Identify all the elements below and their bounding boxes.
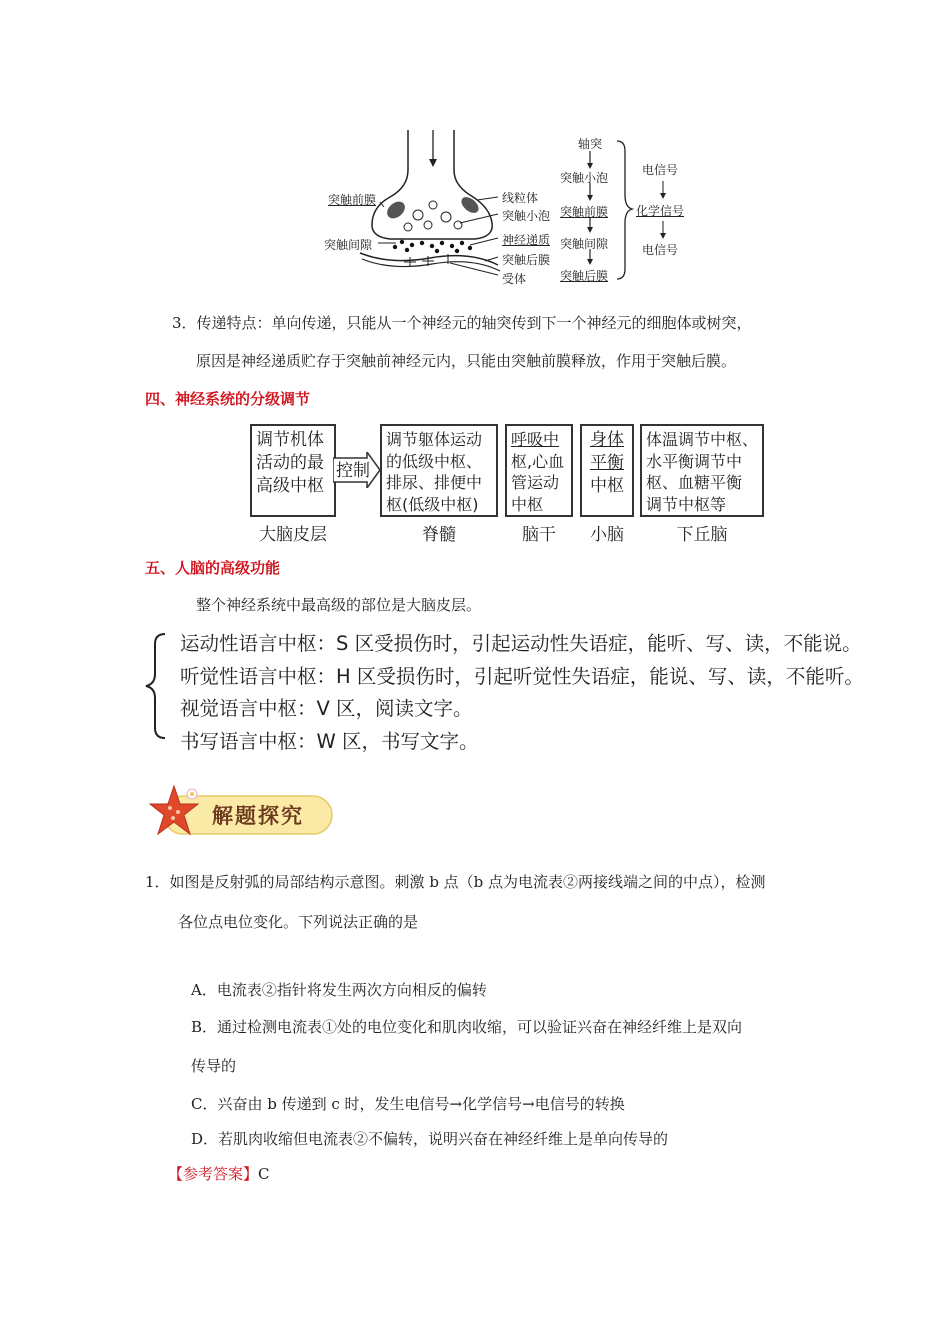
section5-intro: 整个神经系统中最高级的部位是大脑皮层。 [196, 596, 482, 614]
caption-brainstem: 脑干 [522, 525, 556, 545]
signal-chemical: 化学信号 [636, 204, 685, 218]
answer-label: 【参考答案】 [168, 1165, 259, 1183]
hypothalamus-box [640, 424, 764, 517]
language-center-w: 书写语言中枢：W 区，书写文字。 [180, 730, 479, 753]
spinal-box-line: 排尿、排便中 [386, 473, 483, 492]
cerebellum-box-line: 身体 [590, 430, 624, 450]
cerebellum-box [580, 424, 634, 517]
option-b-line1: B．通过检测电流表①处的电位变化和肌肉收缩，可以验证兴奋在神经纤维上是双向 [191, 1018, 743, 1036]
spinal-box [380, 424, 498, 517]
cerebellum-box-line: 平衡 [590, 453, 624, 473]
option-b-line2: 传导的 [191, 1057, 237, 1075]
caption-cerebellum: 小脑 [590, 525, 624, 545]
section5-title: 五、人脑的高级功能 [145, 559, 281, 577]
cortex-box-line: 高级中枢 [256, 476, 324, 496]
language-center-h: 听觉性语言中枢：H 区受损伤时，引起听觉性失语症，能说、写、读，不能听。 [180, 665, 864, 688]
option-c: C．兴奋由 b 传递到 c 时，发生电信号→化学信号→电信号的转换 [191, 1095, 625, 1113]
brainstem-box-line: 中枢 [511, 494, 544, 514]
solution-banner [140, 782, 340, 844]
brainstem-box-line: 管运动 [511, 473, 560, 492]
synapse-diagram [320, 125, 700, 290]
label-synaptic-cleft: 突触间隙 [324, 238, 373, 252]
cerebellum-box-line: 中枢 [590, 476, 624, 496]
brainstem-box-line: 枢,心血 [511, 451, 565, 471]
flow-step-vesicle: 突触小泡 [560, 171, 609, 185]
option-a: A．电流表②指针将发生两次方向相反的偏转 [191, 981, 487, 999]
cortex-box [250, 424, 336, 517]
spinal-box-line: 的低级中枢、 [386, 451, 483, 471]
hypothalamus-box-line: 枢、血糖平衡 [646, 473, 743, 492]
answer [168, 1163, 270, 1184]
brainstem-box-line: 呼吸中 [511, 430, 560, 449]
caption-spinal: 脊髓 [422, 525, 456, 545]
question-stem-line2: 各位点电位变化。下列说法正确的是 [178, 913, 419, 931]
spinal-box-line: 枢(低级中枢) [386, 494, 479, 514]
point3-line2: 原因是神经递质贮存于突触前神经元内，只能由突触前膜释放，作用于突触后膜。 [196, 352, 737, 370]
control-arrow-label: 控制 [336, 461, 370, 481]
label-mitochondria: 线粒体 [502, 191, 539, 205]
hypothalamus-box-line: 水平衡调节中 [646, 451, 743, 471]
hypothalamus-box-line: 体温调节中枢、 [646, 430, 759, 449]
caption-cortex: 大脑皮层 [259, 525, 327, 545]
flow-step-cleft: 突触间隙 [560, 237, 609, 251]
flow-step-axon: 轴突 [578, 137, 603, 151]
caption-hypothalamus: 下丘脑 [676, 525, 728, 545]
banner-title: 解题探究 [212, 803, 304, 828]
language-center-s: 运动性语言中枢：S 区受损伤时，引起运动性失语症，能听、写、读，不能说。 [180, 632, 862, 655]
label-postsynaptic-membrane: 突触后膜 [502, 253, 551, 267]
signal-electric-2: 电信号 [642, 243, 679, 257]
label-synaptic-vesicle: 突触小泡 [502, 209, 551, 223]
cortex-box-line: 调节机体 [256, 430, 324, 450]
section4-title: 四、神经系统的分级调节 [145, 390, 311, 408]
language-center-v: 视觉语言中枢：V 区，阅读文字。 [180, 697, 473, 720]
brainstem-box [505, 424, 573, 517]
cortex-box-line: 活动的最 [256, 453, 324, 473]
answer-value: C [258, 1165, 270, 1183]
flow-step-postsynaptic: 突触后膜 [560, 269, 609, 283]
label-presynaptic-membrane: 突触前膜 [328, 193, 377, 207]
hypothalamus-box-line: 调节中枢等 [646, 494, 727, 514]
point3-line1: 3．传递特点：单向传递，只能从一个神经元的轴突传到下一个神经元的细胞体或树突， [172, 314, 752, 332]
label-receptor: 受体 [502, 272, 527, 286]
option-d: D．若肌肉收缩但电流表②不偏转，说明兴奋在神经纤维上是单向传导的 [191, 1130, 669, 1148]
spinal-box-line: 调节躯体运动 [386, 430, 483, 449]
question-stem-line1: 1．如图是反射弧的局部结构示意图。刺激 b 点（b 点为电流表②两接线端之间的中点），检测 [145, 873, 766, 891]
brace-icon [143, 630, 169, 742]
label-neurotransmitter: 神经递质 [502, 233, 551, 247]
flow-step-presynaptic: 突触前膜 [560, 205, 609, 219]
signal-electric-1: 电信号 [642, 163, 679, 177]
